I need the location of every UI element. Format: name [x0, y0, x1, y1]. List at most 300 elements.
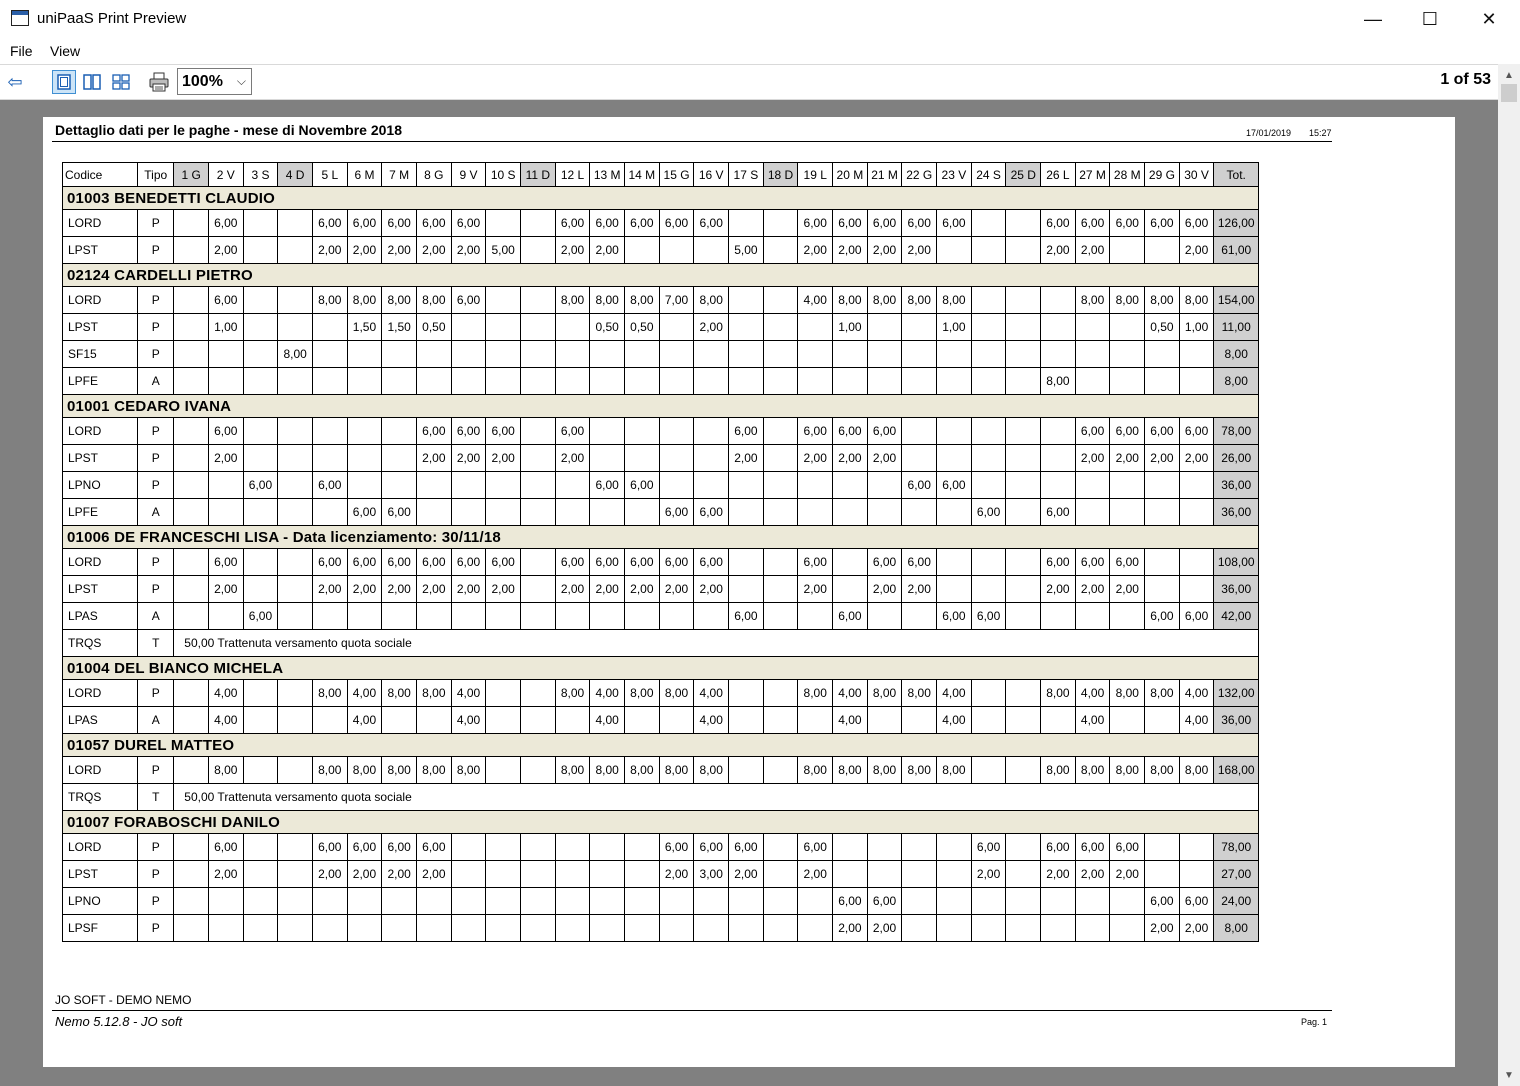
day-cell: 6,00 [208, 210, 243, 237]
scroll-up-icon[interactable]: ▲ [1504, 69, 1514, 81]
window-title: uniPaaS Print Preview [37, 10, 187, 27]
day-cell [521, 418, 556, 445]
day-cell [278, 472, 313, 499]
day-cell [1006, 861, 1041, 888]
row-code: LPSF [63, 915, 138, 942]
day-cell [659, 472, 694, 499]
day-cell: 2,00 [555, 576, 590, 603]
day-cell [625, 888, 660, 915]
menu-file[interactable]: File [10, 43, 33, 59]
employee-name: 01001 CEDARO IVANA [63, 395, 1259, 418]
day-cell [1075, 888, 1110, 915]
day-cell [1006, 834, 1041, 861]
day-cell [729, 888, 764, 915]
day-cell [902, 915, 937, 942]
day-cell [729, 341, 764, 368]
day-cell [763, 499, 798, 526]
day-cell: 8,00 [798, 680, 833, 707]
day-cell: 6,00 [625, 472, 660, 499]
day-cell: 6,00 [243, 472, 278, 499]
day-cell [278, 210, 313, 237]
day-cell: 2,00 [347, 861, 382, 888]
header-day: 19 L [798, 163, 833, 187]
day-cell [174, 834, 209, 861]
day-cell: 2,00 [208, 576, 243, 603]
day-cell [1179, 341, 1214, 368]
day-cell [347, 888, 382, 915]
day-cell [1110, 603, 1145, 630]
day-cell: 6,00 [312, 472, 347, 499]
day-cell: 8,00 [382, 680, 417, 707]
day-cell: 6,00 [208, 287, 243, 314]
day-cell [174, 237, 209, 264]
day-cell: 2,00 [867, 915, 902, 942]
day-cell [486, 888, 521, 915]
day-cell [833, 368, 868, 395]
day-cell: 6,00 [798, 834, 833, 861]
day-cell: 8,00 [867, 287, 902, 314]
scroll-thumb[interactable] [1501, 84, 1517, 102]
day-cell [243, 549, 278, 576]
day-cell [902, 445, 937, 472]
table-row [63, 314, 1259, 341]
day-cell: 8,00 [1110, 757, 1145, 784]
day-cell: 8,00 [312, 757, 347, 784]
day-cell [971, 680, 1006, 707]
day-cell [521, 549, 556, 576]
day-cell: 2,00 [1075, 861, 1110, 888]
day-cell: 6,00 [798, 549, 833, 576]
day-cell: 6,00 [1075, 418, 1110, 445]
day-cell [174, 499, 209, 526]
row-total: 27,00 [1214, 861, 1259, 888]
day-cell [1110, 368, 1145, 395]
row-code: LPST [63, 861, 138, 888]
day-cell [1145, 707, 1180, 734]
day-cell [833, 499, 868, 526]
day-cell: 6,00 [347, 549, 382, 576]
day-cell [312, 888, 347, 915]
row-code: LPFE [63, 499, 138, 526]
day-cell [694, 341, 729, 368]
day-cell [312, 445, 347, 472]
day-cell: 2,00 [416, 861, 451, 888]
day-cell [590, 603, 625, 630]
day-cell [729, 499, 764, 526]
day-cell: 2,00 [590, 576, 625, 603]
day-cell: 6,00 [555, 210, 590, 237]
day-cell [416, 499, 451, 526]
row-code: LPNO [63, 472, 138, 499]
day-cell: 5,00 [729, 237, 764, 264]
day-cell [590, 499, 625, 526]
day-cell [1041, 888, 1076, 915]
day-cell [555, 915, 590, 942]
day-cell: 8,00 [1041, 368, 1076, 395]
day-cell [1179, 368, 1214, 395]
day-cell [278, 915, 313, 942]
day-cell [1075, 915, 1110, 942]
day-cell [243, 341, 278, 368]
day-cell [763, 680, 798, 707]
row-tipo: P [138, 834, 174, 861]
day-cell [937, 418, 972, 445]
day-cell [763, 603, 798, 630]
day-cell [833, 576, 868, 603]
header-day: 13 M [590, 163, 625, 187]
row-tipo: T [138, 784, 174, 811]
day-cell [867, 603, 902, 630]
day-cell: 6,00 [833, 603, 868, 630]
day-cell [521, 861, 556, 888]
minimize-button[interactable]: — [1364, 9, 1382, 29]
row-code: LPFE [63, 368, 138, 395]
day-cell: 7,00 [659, 287, 694, 314]
day-cell: 6,00 [208, 834, 243, 861]
header-day: 1 G [174, 163, 209, 187]
day-cell [243, 861, 278, 888]
day-cell: 2,00 [798, 576, 833, 603]
day-cell [798, 314, 833, 341]
table-row [63, 861, 1259, 888]
day-cell [763, 707, 798, 734]
row-total: 36,00 [1214, 707, 1259, 734]
day-cell [763, 341, 798, 368]
day-cell [555, 707, 590, 734]
report-time: 15:27 [1309, 128, 1332, 138]
menu-view[interactable]: View [50, 43, 81, 59]
day-cell: 4,00 [694, 707, 729, 734]
row-total: 61,00 [1214, 237, 1259, 264]
day-cell [1110, 707, 1145, 734]
day-cell [1006, 287, 1041, 314]
row-tipo: P [138, 341, 174, 368]
day-cell: 2,00 [833, 915, 868, 942]
day-cell: 8,00 [416, 287, 451, 314]
day-cell: 8,00 [347, 757, 382, 784]
day-cell [1041, 472, 1076, 499]
day-cell [555, 472, 590, 499]
day-cell [243, 445, 278, 472]
day-cell: 6,00 [347, 499, 382, 526]
day-cell [486, 314, 521, 341]
day-cell [590, 861, 625, 888]
day-cell [1041, 418, 1076, 445]
day-cell [659, 237, 694, 264]
day-cell: 8,00 [312, 680, 347, 707]
day-cell [763, 549, 798, 576]
day-cell: 6,00 [1041, 549, 1076, 576]
row-code: LORD [63, 680, 138, 707]
day-cell: 4,00 [937, 707, 972, 734]
day-cell [937, 915, 972, 942]
row-code: LPST [63, 445, 138, 472]
day-cell [208, 499, 243, 526]
day-cell: 0,50 [625, 314, 660, 341]
day-cell [312, 915, 347, 942]
day-cell: 2,00 [1145, 915, 1180, 942]
row-total: 78,00 [1214, 418, 1259, 445]
employee-name: 01004 DEL BIANCO MICHELA [63, 657, 1259, 680]
header-codice: Codice [63, 163, 138, 187]
day-cell: 8,00 [902, 287, 937, 314]
day-cell: 2,00 [416, 576, 451, 603]
day-cell [867, 861, 902, 888]
day-cell: 0,50 [1145, 314, 1180, 341]
header-day: 21 M [867, 163, 902, 187]
day-cell [763, 888, 798, 915]
day-cell: 2,00 [416, 237, 451, 264]
day-cell [971, 757, 1006, 784]
day-cell [659, 445, 694, 472]
header-day: 30 V [1179, 163, 1214, 187]
row-total: 36,00 [1214, 576, 1259, 603]
day-cell: 6,00 [590, 549, 625, 576]
day-cell [243, 915, 278, 942]
employee-header-row [63, 187, 1259, 210]
four-page-view-icon[interactable] [109, 70, 133, 94]
day-cell [729, 287, 764, 314]
row-tipo: P [138, 861, 174, 888]
day-cell [763, 576, 798, 603]
day-cell [382, 418, 417, 445]
maximize-button[interactable]: ☐ [1421, 9, 1439, 29]
day-cell [1006, 237, 1041, 264]
day-cell: 4,00 [833, 680, 868, 707]
day-cell [867, 368, 902, 395]
day-cell: 6,00 [694, 210, 729, 237]
day-cell: 6,00 [867, 210, 902, 237]
day-cell [278, 237, 313, 264]
day-cell: 6,00 [937, 472, 972, 499]
day-cell [1110, 237, 1145, 264]
header-day: 17 S [729, 163, 764, 187]
day-cell [243, 287, 278, 314]
day-cell: 6,00 [1075, 549, 1110, 576]
day-cell: 8,00 [555, 287, 590, 314]
day-cell: 6,00 [1110, 549, 1145, 576]
day-cell [625, 915, 660, 942]
day-cell [1006, 499, 1041, 526]
day-cell [590, 915, 625, 942]
day-cell: 4,00 [208, 680, 243, 707]
day-cell: 8,00 [382, 757, 417, 784]
toolbar [0, 64, 1520, 100]
day-cell: 0,50 [416, 314, 451, 341]
day-cell: 6,00 [590, 472, 625, 499]
day-cell: 2,00 [555, 445, 590, 472]
title-bar [0, 0, 1520, 39]
day-cell: 6,00 [451, 549, 486, 576]
day-cell: 6,00 [451, 287, 486, 314]
printer-icon[interactable] [147, 70, 171, 94]
table-row [63, 472, 1259, 499]
day-cell [902, 499, 937, 526]
day-cell [729, 576, 764, 603]
employee-name: 01006 DE FRANCESCHI LISA - Data licenziamento: 30/11/18 [63, 526, 1259, 549]
day-cell [521, 757, 556, 784]
day-cell: 2,00 [1179, 915, 1214, 942]
day-cell: 6,00 [902, 549, 937, 576]
day-cell [763, 472, 798, 499]
day-cell: 8,00 [451, 757, 486, 784]
row-tipo: P [138, 418, 174, 445]
day-cell [937, 368, 972, 395]
day-cell: 2,00 [1041, 576, 1076, 603]
day-cell: 6,00 [971, 834, 1006, 861]
row-total: 11,00 [1214, 314, 1259, 341]
day-cell [625, 603, 660, 630]
header-day: 27 M [1075, 163, 1110, 187]
day-cell [416, 888, 451, 915]
header-day: 8 G [416, 163, 451, 187]
day-cell [243, 680, 278, 707]
day-cell: 8,00 [278, 341, 313, 368]
day-cell [694, 472, 729, 499]
day-cell [312, 418, 347, 445]
day-cell [555, 341, 590, 368]
day-cell [347, 472, 382, 499]
day-cell [833, 834, 868, 861]
row-tipo: A [138, 707, 174, 734]
day-cell: 8,00 [208, 757, 243, 784]
row-total: 78,00 [1214, 834, 1259, 861]
row-code: LPST [63, 237, 138, 264]
day-cell [1006, 549, 1041, 576]
day-cell: 8,00 [1075, 757, 1110, 784]
day-cell [382, 707, 417, 734]
day-cell: 2,00 [382, 861, 417, 888]
scroll-down-icon[interactable]: ▼ [1504, 1069, 1514, 1081]
day-cell: 6,00 [694, 834, 729, 861]
close-button[interactable]: ✕ [1481, 9, 1497, 29]
day-cell [1145, 549, 1180, 576]
day-cell [312, 603, 347, 630]
day-cell: 6,00 [694, 499, 729, 526]
day-cell [521, 680, 556, 707]
day-cell [208, 472, 243, 499]
table-row [63, 630, 1259, 657]
footer-page-number: Pag. 1 [1301, 1017, 1328, 1027]
day-cell: 3,00 [694, 861, 729, 888]
day-cell [312, 707, 347, 734]
day-cell [347, 603, 382, 630]
day-cell: 6,00 [1075, 834, 1110, 861]
day-cell: 8,00 [937, 757, 972, 784]
vertical-scrollbar[interactable] [1498, 64, 1520, 1086]
day-cell: 2,00 [902, 576, 937, 603]
day-cell [867, 707, 902, 734]
day-cell: 8,00 [798, 757, 833, 784]
day-cell: 2,00 [1041, 861, 1076, 888]
page-indicator: 1 of 53 [1440, 71, 1491, 88]
day-cell: 8,00 [833, 287, 868, 314]
day-cell [347, 368, 382, 395]
day-cell [937, 576, 972, 603]
employee-header-row [63, 811, 1259, 834]
day-cell [833, 549, 868, 576]
day-cell [798, 915, 833, 942]
day-cell: 6,00 [416, 418, 451, 445]
day-cell: 8,00 [1179, 757, 1214, 784]
day-cell [659, 368, 694, 395]
day-cell [555, 314, 590, 341]
day-cell [937, 861, 972, 888]
day-cell [243, 314, 278, 341]
day-cell: 6,00 [833, 888, 868, 915]
day-cell: 2,00 [1145, 445, 1180, 472]
employee-header-row [63, 734, 1259, 757]
day-cell [347, 445, 382, 472]
day-cell [1041, 603, 1076, 630]
day-cell: 2,00 [1179, 237, 1214, 264]
table-row [63, 888, 1259, 915]
day-cell: 6,00 [1145, 888, 1180, 915]
day-cell [312, 341, 347, 368]
row-code: LORD [63, 210, 138, 237]
day-cell [659, 888, 694, 915]
table-row [63, 603, 1259, 630]
back-arrow-icon[interactable]: ⇦ [7, 71, 23, 92]
day-cell [763, 237, 798, 264]
day-cell: 2,00 [451, 445, 486, 472]
header-day: 14 M [625, 163, 660, 187]
day-cell: 6,00 [1075, 210, 1110, 237]
day-cell [243, 237, 278, 264]
day-cell [937, 499, 972, 526]
day-cell [278, 861, 313, 888]
day-cell [1179, 549, 1214, 576]
day-cell [1075, 603, 1110, 630]
day-cell [971, 472, 1006, 499]
day-cell: 2,00 [798, 445, 833, 472]
day-cell [625, 368, 660, 395]
day-cell: 2,00 [1110, 445, 1145, 472]
row-code: LORD [63, 549, 138, 576]
day-cell [625, 834, 660, 861]
table-row [63, 549, 1259, 576]
zoom-select[interactable] [177, 68, 252, 95]
day-cell [902, 314, 937, 341]
day-cell [486, 707, 521, 734]
day-cell [1145, 576, 1180, 603]
day-cell [1041, 314, 1076, 341]
day-cell [659, 418, 694, 445]
day-cell: 2,00 [208, 237, 243, 264]
row-code: SF15 [63, 341, 138, 368]
employee-name: 02124 CARDELLI PIETRO [63, 264, 1259, 287]
day-cell [521, 314, 556, 341]
day-cell [174, 472, 209, 499]
day-cell: 8,00 [659, 680, 694, 707]
day-cell: 6,00 [1041, 210, 1076, 237]
day-cell [382, 472, 417, 499]
day-cell [1006, 418, 1041, 445]
day-cell [971, 576, 1006, 603]
day-cell: 4,00 [1179, 680, 1214, 707]
employee-name: 01003 BENEDETTI CLAUDIO [63, 187, 1259, 210]
day-cell: 6,00 [347, 210, 382, 237]
single-page-view-icon[interactable] [52, 70, 76, 94]
day-cell [798, 499, 833, 526]
day-cell [382, 915, 417, 942]
day-cell: 8,00 [1179, 287, 1214, 314]
day-cell [729, 368, 764, 395]
day-cell [521, 834, 556, 861]
day-cell [451, 603, 486, 630]
day-cell: 8,00 [1041, 757, 1076, 784]
two-page-view-icon[interactable] [80, 70, 104, 94]
